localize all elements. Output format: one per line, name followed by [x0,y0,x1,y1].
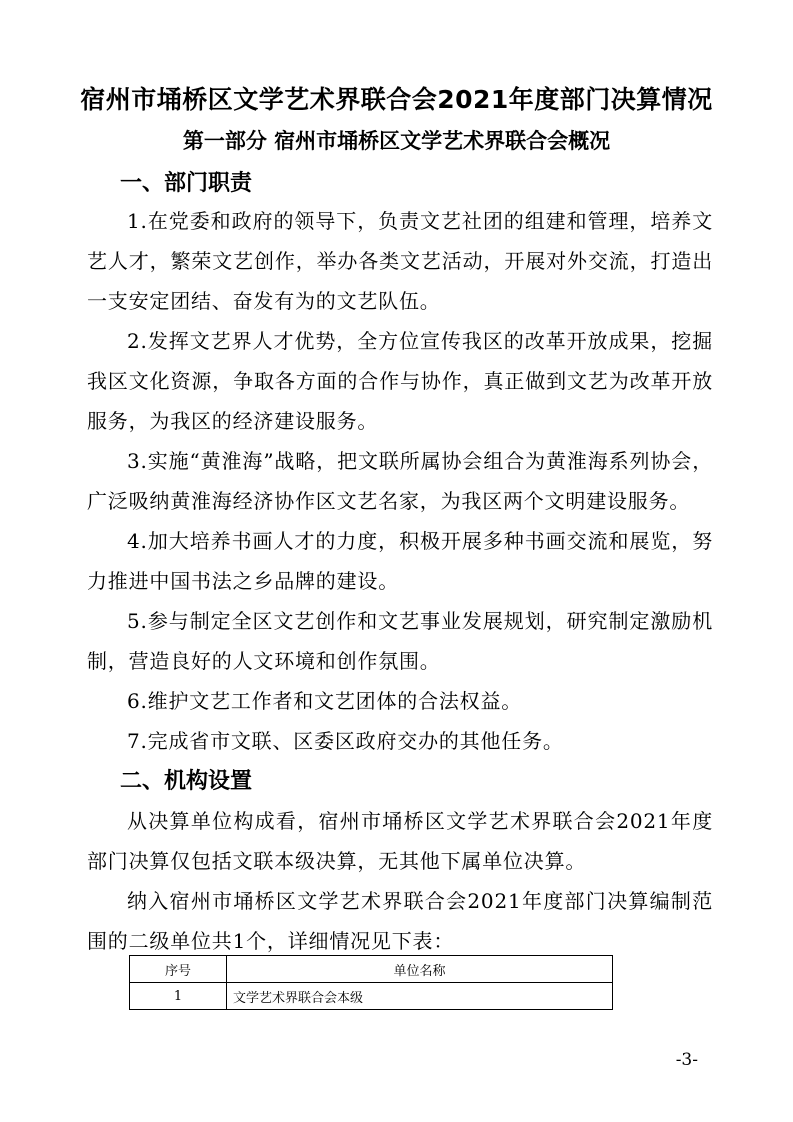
table-header-row [130,956,613,983]
section-heading-duties: 一、部门职责 [120,171,253,196]
section-heading-organization: 二、机构设置 [120,769,253,794]
duty-paragraph-4: 4.加大培养书画人才的力度，积极开展多种书画交流和展览，努力推进中国书法之乡品牌的建设。 [87,529,713,593]
cell-unit-name: 文学艺术界联合会本级 [227,983,613,1010]
cell-seq: 1 [130,983,227,1010]
duty-paragraph-5: 5.参与制定全区文艺创作和文艺事业发展规划，研究制定激励机制，营造良好的人文环境和创作氛围。 [87,609,713,673]
units-table [129,955,613,1010]
part-title: 第一部分 宿州市埇桥区文学艺术界联合会概况 [182,129,611,153]
document-title: 宿州市埇桥区文学艺术界联合会2021年度部门决算情况 [80,85,713,114]
duty-paragraph-1: 1.在党委和政府的领导下，负责文艺社团的组建和管理，培养文艺人才，繁荣文艺创作，举办各类文艺活动，开展对外交流，打造出一支安定团结、奋发有为的文艺队伍。 [87,209,713,313]
duty-paragraph-6: 6.维护文艺工作者和文艺团体的合法权益。 [127,689,523,713]
page-number: -3- [675,1050,698,1070]
duty-paragraph-3: 3.实施“黄淮海”战略，把文联所属协会组合为黄淮海系列协会，广泛吸纳黄淮海经济协作区文艺名家，为我区两个文明建设服务。 [87,449,713,513]
duty-paragraph-7: 7.完成省市文联、区委区政府交办的其他任务。 [127,729,564,753]
column-header-unit-name: 单位名称 [227,956,613,983]
duty-paragraph-2: 2.发挥文艺界人才优势，全方位宣传我区的改革开放成果，挖掘我区文化资源，争取各方面的合作与协作，真正做到文艺为改革开放服务，为我区的经济建设服务。 [87,329,713,433]
organization-paragraph-2: 纳入宿州市埇桥区文学艺术界联合会2021年度部门决算编制范围的二级单位共1个，详细情况见下表： [87,889,713,953]
organization-paragraph-1: 从决算单位构成看，宿州市埇桥区文学艺术界联合会2021年度部门决算仅包括文联本级决算，无其他下属单位决算。 [87,809,713,873]
table-row [130,983,613,1010]
column-header-seq: 序号 [130,956,227,983]
